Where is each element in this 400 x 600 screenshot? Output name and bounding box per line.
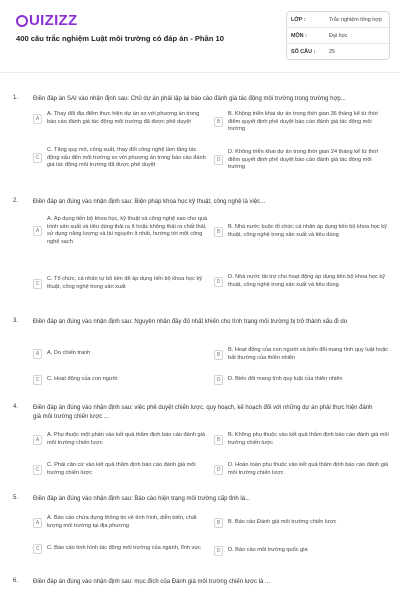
option-letter: C [33, 465, 42, 475]
question-text: Điền đáp án SAI vào nhận định sau: Chủ dự án phải lập lại báo cáo đánh giá tác động môi trường trong trường hợp... [33, 96, 346, 102]
option-letter: A [33, 435, 42, 445]
option-text: B. Không triển khai dự án trong thời gian 36 tháng kể từ thời điểm quyết định phê duyệt báo cáo đánh giá tác động môi trường [228, 111, 378, 133]
option-d[interactable] [214, 149, 389, 172]
question-text: Điền đáp án đúng vào nhận định sau: Báo cáo hiện trạng môi trường cấp tỉnh là... [33, 496, 251, 502]
logo-q-icon [16, 15, 28, 27]
option-a[interactable] [33, 432, 208, 447]
question-number: 1. [13, 95, 19, 101]
option-letter: C [33, 153, 42, 163]
option-letter: B [214, 518, 223, 528]
option-text: A. Báo cáo chứa đựng thông tin về tình hình, diễn biến, chất lượng môi trường tại địa phương [47, 515, 197, 529]
option-letter: D [214, 155, 223, 165]
option-letter: A [33, 518, 42, 528]
meta-value: Trắc nghiệm tổng hợp [329, 16, 382, 23]
meta-key: MÔN : [291, 32, 307, 39]
option-b[interactable] [214, 347, 389, 362]
question-text: Điền đáp án đúng vào nhận định sau: Nguyên nhân đầy đủ nhất khiến cho tình trạng môi trường bị trở thành xấu đi do [33, 319, 348, 325]
option-b[interactable] [214, 432, 389, 447]
option-letter: A [33, 226, 42, 236]
option-text: D. Biến đổi mang tính quy luật của thiên nhiên [228, 376, 343, 383]
question-number: 3. [13, 318, 19, 324]
option-text: D. Nhà nước tài trợ cho hoạt động áp dụng tiến bộ khoa học kỹ thuật, công nghệ trong sản xuất và tiêu dùng [228, 274, 385, 288]
logo-text: UIZIZZ [29, 12, 78, 29]
question-number: 5. [13, 495, 19, 501]
meta-box [286, 11, 390, 60]
option-d[interactable] [214, 274, 389, 289]
meta-value: 25 [329, 48, 335, 55]
question-text: Điền đáp án đúng vào nhận định sau: việc phê duyệt chiến lược, quy hoạch, kế hoạch đối với những dự án phải thực hiện đánh giá môi trường chiến lược ... [33, 405, 373, 420]
meta-row-count [287, 44, 389, 59]
option-text: A. Áp dụng tiến bộ khoa học, kỹ thuật và công nghệ sao cho quá trình sản xuất và tiêu dùng thải ra ít hoặc không thải ra chất thải, sử dụng năng lượng và tài nguyên ít nhất, hướng tới một công nghệ sạch [47, 216, 208, 245]
option-c[interactable] [33, 544, 208, 554]
option-a[interactable] [33, 216, 208, 246]
option-text: C. Hoạt động của con người [47, 376, 118, 383]
option-text: D. Hoàn toàn phụ thuộc vào kết quả thẩm định báo cáo đánh giá môi trường chiến lược [228, 462, 389, 476]
quizizz-logo [16, 12, 77, 29]
option-text: C. Tổ chức, cá nhân tự bỏ tiền để áp dụng tiến bộ khoa học kỹ thuật, công nghệ trong sản xuất [47, 276, 203, 290]
option-b[interactable] [214, 111, 389, 134]
page-title: 400 câu trắc nghiệm Luật môi trường có đáp án - Phần 10 [16, 34, 224, 43]
meta-key: SỐ CÂU : [291, 48, 316, 55]
option-text: C. Phải căn cứ vào kết quả thẩm định báo cáo đánh giá môi trường chiến lược [47, 462, 196, 476]
option-c[interactable] [33, 147, 208, 170]
option-letter: C [33, 544, 42, 554]
question-number: 2. [13, 198, 19, 204]
meta-row-subject [287, 28, 389, 44]
option-text: D. Báo cáo môi trường quốc gia [228, 547, 308, 554]
option-text: B. Nhà nước buộc tổ chức cá nhân áp dụng tiến bộ khoa học kỹ thuật, công nghệ trong sản xuất và tiêu dùng [228, 224, 387, 238]
option-letter: A [33, 114, 42, 124]
worksheet-header [0, 0, 400, 62]
option-d[interactable] [214, 375, 389, 385]
option-text: A. Thay đổi địa điểm thực hiện dự án so với phương án trong báo cáo đánh giá tác động môi trường đã được phê duyệt [47, 111, 200, 125]
option-letter: D [214, 546, 223, 556]
option-d[interactable] [214, 462, 389, 477]
meta-key: LỚP : [291, 16, 306, 23]
option-c[interactable] [33, 375, 208, 385]
question-number: 4. [13, 404, 19, 410]
option-text: B. Hoạt động của con người và biến đổi mang tính quy luật hoặc bất thường của thiên nhiên [228, 347, 389, 361]
option-letter: D [214, 465, 223, 475]
option-text: A. Do chiến tranh [47, 350, 91, 357]
option-letter: D [214, 375, 223, 385]
header-divider [0, 72, 400, 73]
option-a[interactable] [33, 515, 208, 530]
option-text: A. Phụ thuộc một phần vào kết quả thẩm định báo cáo đánh giá môi trường chiến lược [47, 432, 205, 446]
option-c[interactable] [33, 462, 208, 477]
option-text: C. Báo cáo tình hình tác động môi trường của ngành, lĩnh vực [47, 545, 201, 552]
option-b[interactable] [214, 224, 389, 239]
option-d[interactable] [214, 546, 389, 556]
option-letter: B [214, 350, 223, 360]
option-letter: C [33, 375, 42, 385]
option-letter: B [214, 227, 223, 237]
question-text: Điền đáp án đúng vào nhận định sau: Biện pháp khoa học kỹ thuật, công nghệ là việc... [33, 199, 266, 205]
option-text: B. Không phụ thuộc vào kết quả thẩm định báo cáo đánh giá môi trường chiến lược [228, 432, 389, 446]
option-letter: C [33, 279, 42, 289]
option-text: C. Tăng quy mô, công suất, thay đổi công nghệ làm tăng tác động xấu đến môi trường so với phương án trong báo cáo đánh giá tác động môi trường đã được phê duyệt [47, 147, 206, 169]
option-letter: D [214, 277, 223, 287]
question-number: 6. [13, 578, 19, 584]
option-letter: A [33, 349, 42, 359]
option-letter: B [214, 435, 223, 445]
question-text: Điền đáp án đúng vào nhận định sau: mục đích của Đánh giá môi trường chiến lược là ... [33, 579, 271, 585]
option-letter: B [214, 117, 223, 127]
option-a[interactable] [33, 111, 208, 126]
option-text: B. Báo cáo Đánh giá môi trường chiến lược [228, 519, 337, 526]
option-c[interactable] [33, 276, 208, 291]
option-text: D. Không triển khai dự án trong thời gian 24 tháng kể từ thời điểm quyết định phê duyệt báo cáo đánh giá tác động môi trường [228, 149, 379, 171]
meta-value: Đại học [329, 32, 348, 39]
option-a[interactable] [33, 349, 208, 359]
option-b[interactable] [214, 518, 389, 528]
meta-row-class [287, 12, 389, 28]
